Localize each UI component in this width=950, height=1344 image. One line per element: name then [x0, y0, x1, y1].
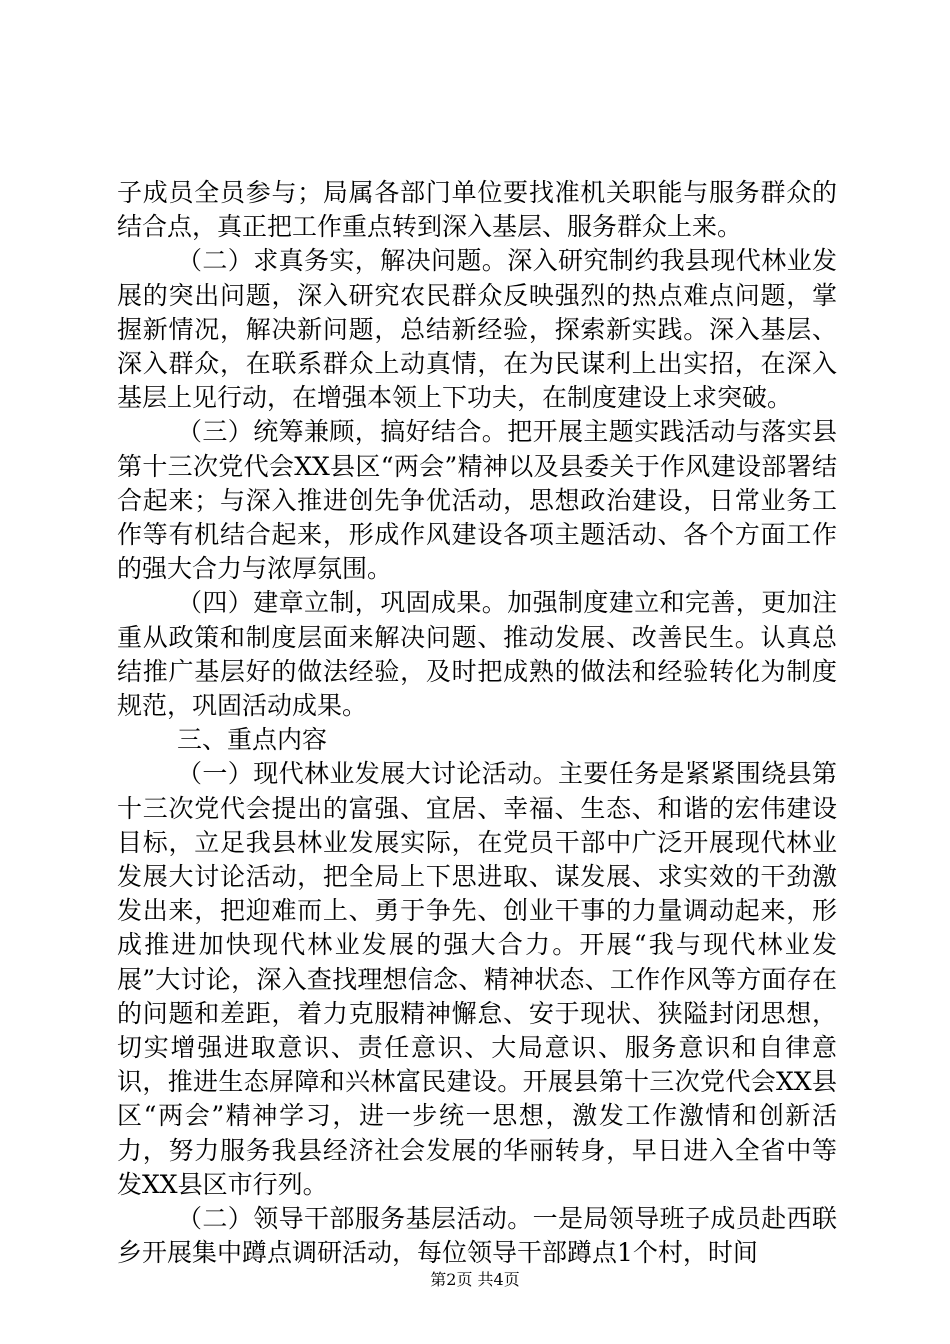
document-body	[117, 176, 837, 1271]
paragraph: （二）领导干部服务基层活动。一是局领导班子成员赴西联乡开展集中蹲点调研活动，每位领导干部蹲点1个村，时间	[117, 1204, 837, 1268]
paragraph: （三）统筹兼顾，搞好结合。把开展主题实践活动与落实县第十三次党代会XX县区“两会”精神以及县委关于作风建设部署结合起来；与深入推进创先争优活动，思想政治建设，日常业务工作等有机结合起来，形成作风建设各项主题活动、各个方面工作的强大合力与浓厚氛围。	[117, 417, 837, 584]
paragraph: 子成员全员参与；局属各部门单位要找准机关职能与服务群众的结合点，真正把工作重点转到深入基层、服务群众上来。	[117, 178, 837, 242]
paragraph: 三、重点内容	[177, 725, 328, 755]
paragraph: （一）现代林业发展大讨论活动。主要任务是紧紧围绕县第十三次党代会提出的富强、宜居、幸福、生态、和谐的宏伟建设目标，立足我县林业发展实际，在党员干部中广泛开展现代林业发展大讨论活动，把全局上下思进取、谋发展、求实效的干劲激发出来，把迎难而上、勇于争先、创业干事的力量调动起来，形成推进加快现代林业发展的强大合力。开展“我与现代林业发展”大讨论，深入查找理想信念、精神状态、工作作风等方面存在的问题和差距，着力克服精神懈怠、安于现状、狭隘封闭思想，切实增强进取意识、责任意识、大局意识、服务意识和自律意识，推进生态屏障和兴林富民建设。开展县第十三次党代会XX县区“两会”精神学习，进一步统一思想，激发工作激情和创新活力，努力服务我县经济社会发展的华丽转身，早日进入全省中等发XX县区市行列。	[117, 759, 837, 1199]
paragraph: （二）求真务实，解决问题。深入研究制约我县现代林业发展的突出问题，深入研究农民群众反映强烈的热点难点问题，掌握新情况，解决新问题，总结新经验，探索新实践。深入基层、深入群众，在联系群众上动真情，在为民谋利上出实招，在深入基层上见行动，在增强本领上下功夫，在制度建设上求突破。	[117, 246, 837, 413]
page-footer: 第2页 共4页	[430, 1270, 520, 1289]
paragraph: （四）建章立制，巩固成果。加强制度建立和完善，更加注重从政策和制度层面来解决问题、推动发展、改善民生。认真总结推广基层好的做法经验，及时把成熟的做法和经验转化为制度规范，巩固活动成果。	[117, 588, 837, 721]
